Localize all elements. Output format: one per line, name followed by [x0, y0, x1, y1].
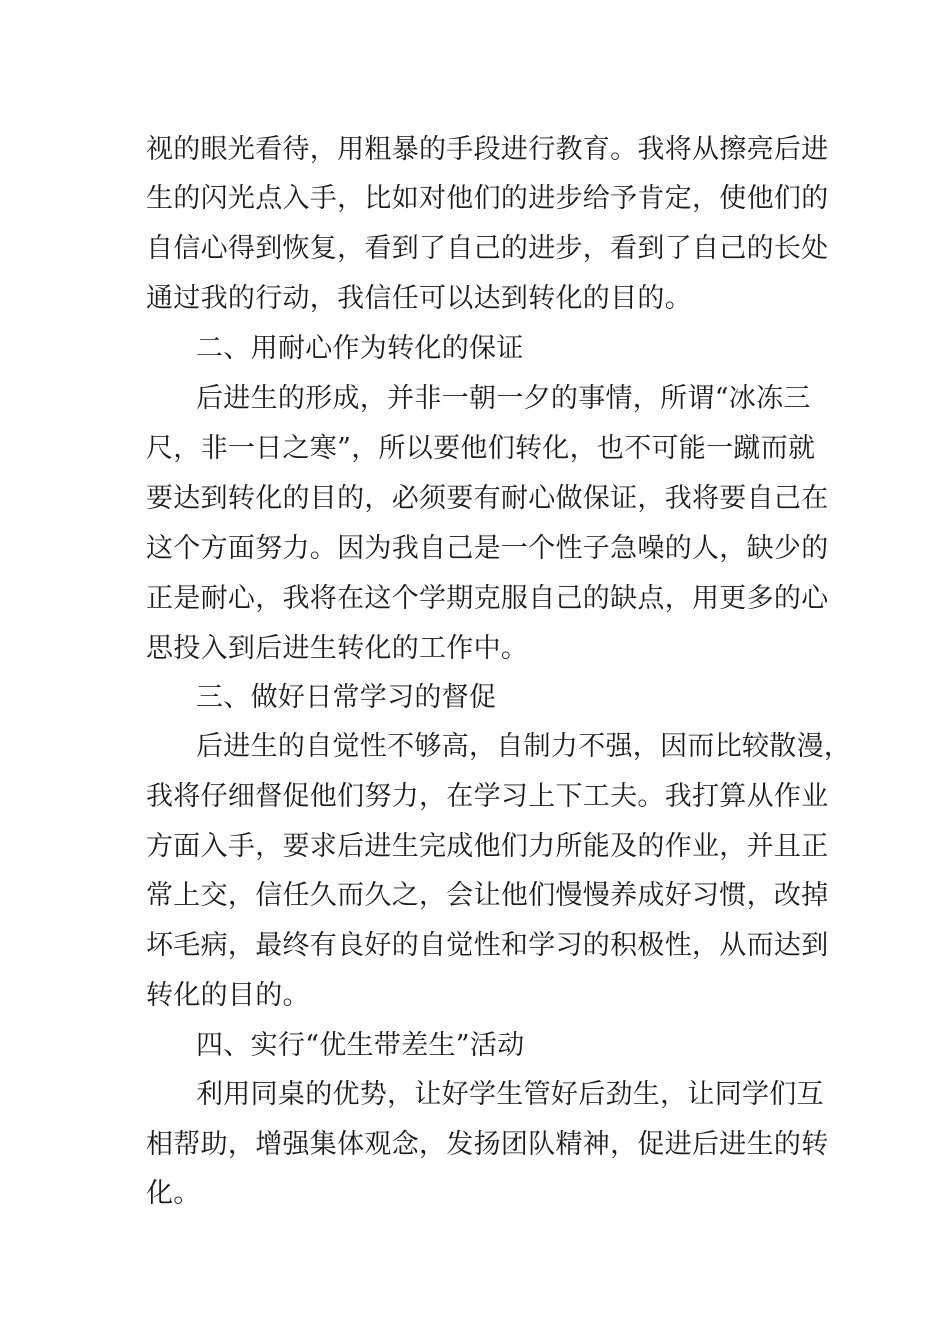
- paragraph-line: 我将仔细督促他们努力，在学习上下工夫。我打算从作业: [146, 781, 829, 812]
- paragraph-line: 后进生的自觉性不够高，自制力不强，因而比较散漫，: [196, 731, 852, 762]
- paragraph-line: 要达到转化的目的，必须要有耐心做保证，我将要自己在: [146, 483, 829, 514]
- paragraph-line: 相帮助，增强集体观念，发扬团队精神，促进后进生的转: [146, 1129, 829, 1160]
- paragraph-line: 这个方面努力。因为我自己是一个性子急噪的人，缺少的: [146, 533, 829, 564]
- paragraph-line: 坏毛病，最终有良好的自觉性和学习的积极性，从而达到: [146, 930, 829, 961]
- paragraph-line: 方面入手，要求后进生完成他们力所能及的作业，并且正: [146, 831, 829, 862]
- paragraph-line: 自信心得到恢复，看到了自己的进步，看到了自己的长处: [146, 233, 829, 264]
- paragraph-line: 生的闪光点入手，比如对他们的进步给予肯定，使他们的: [146, 183, 829, 214]
- paragraph-line: 尺，非一日之寒”，所以要他们转化，也不可能一蹴而就: [146, 433, 816, 464]
- paragraph-line: 思投入到后进生转化的工作中。: [146, 633, 529, 664]
- paragraph-line: 正是耐心，我将在这个学期克服自己的缺点，用更多的心: [146, 583, 829, 614]
- paragraph-line: 后进生的形成，并非一朝一夕的事情，所谓“冰冻三: [196, 383, 811, 414]
- paragraph-line: 通过我的行动，我信任可以达到转化的目的。: [146, 283, 692, 314]
- paragraph-line: 视的眼光看待，用粗暴的手段进行教育。我将从擦亮后进: [146, 134, 829, 165]
- section-heading: 三、做好日常学习的督促: [196, 682, 497, 713]
- paragraph-line: 转化的目的。: [146, 980, 310, 1011]
- paragraph-line: 化。: [146, 1178, 201, 1209]
- section-heading: 二、用耐心作为转化的保证: [196, 333, 524, 364]
- paragraph-line: 利用同桌的优势，让好学生管好后劲生，让同学们互: [196, 1079, 824, 1110]
- section-heading: 四、实行“优生带差生”活动: [196, 1030, 525, 1061]
- paragraph-line: 常上交，信任久而久之，会让他们慢慢养成好习惯，改掉: [146, 880, 829, 911]
